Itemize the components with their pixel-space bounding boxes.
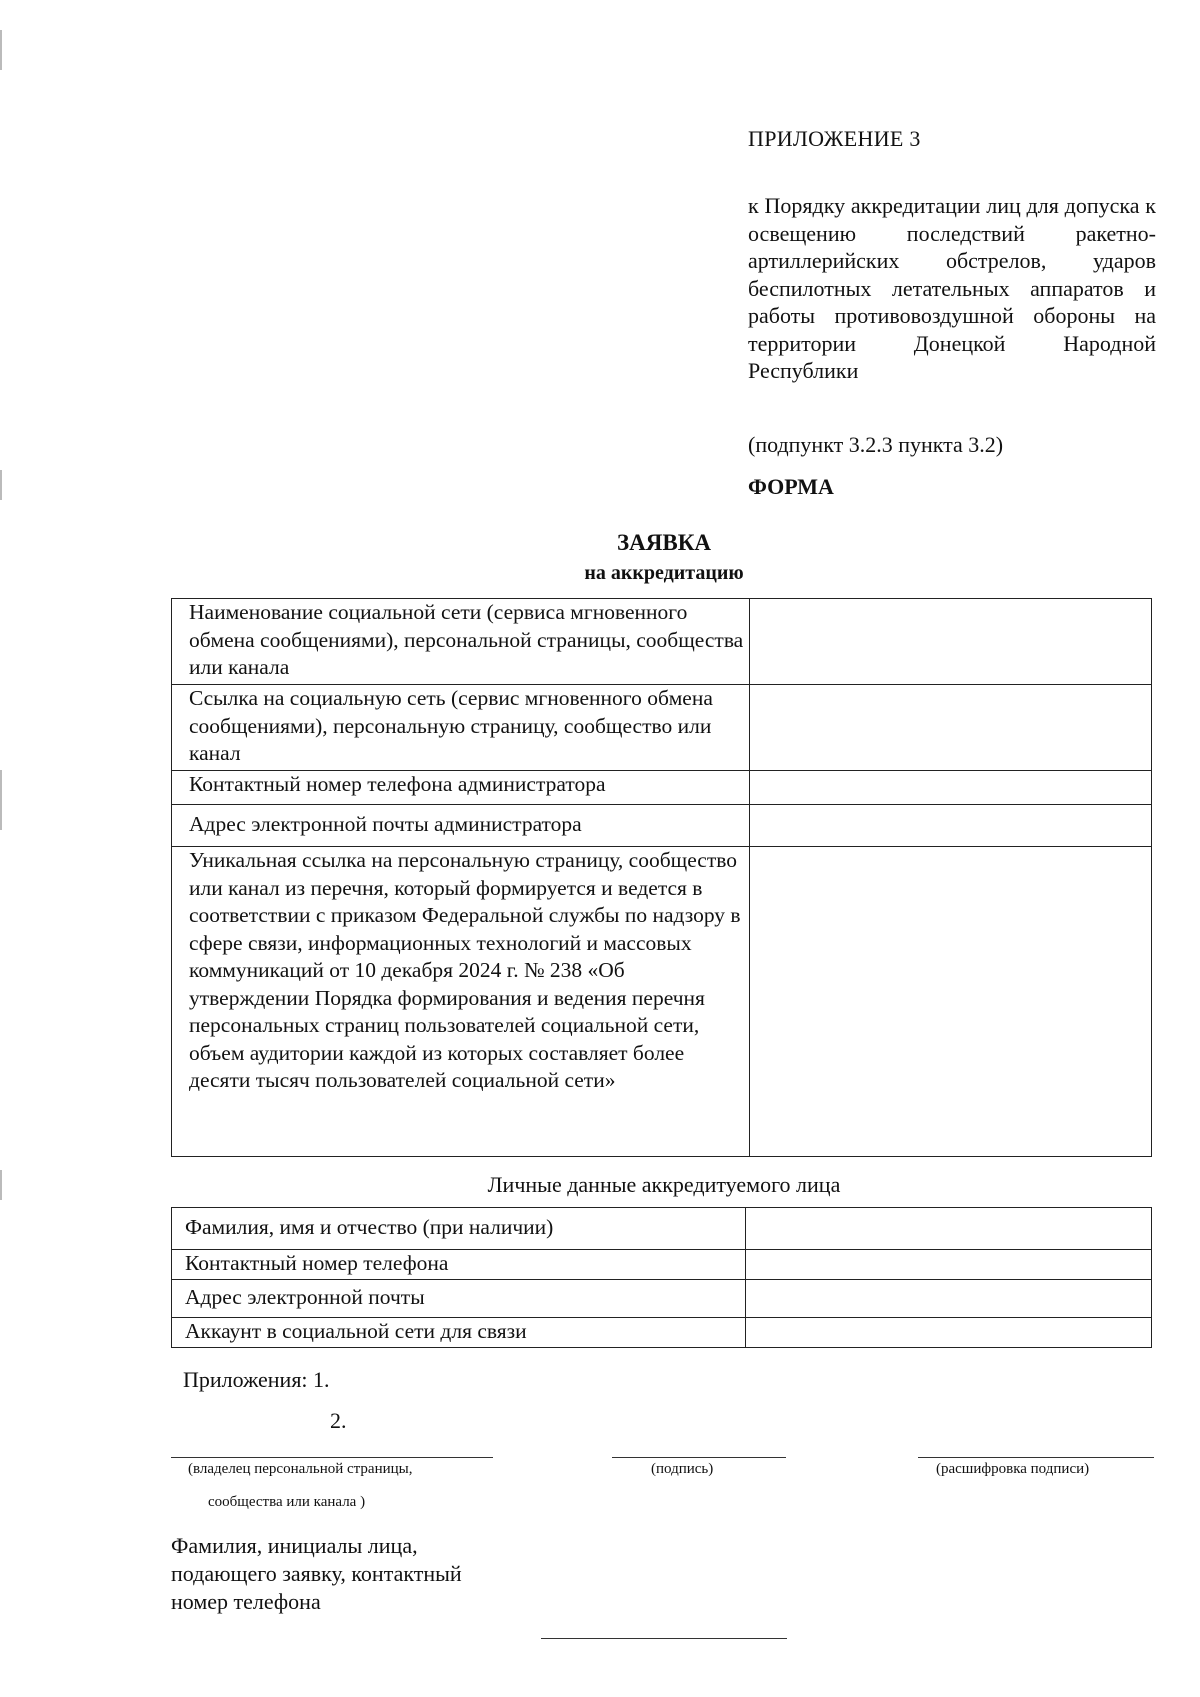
- signature-caption: (подпись): [651, 1461, 714, 1477]
- table-row: [172, 805, 1152, 847]
- appendix-title: ПРИЛОЖЕНИЕ 3: [748, 126, 921, 151]
- decoding-caption: (расшифровка подписи): [936, 1461, 1090, 1477]
- row-value-field[interactable]: [746, 1250, 1152, 1280]
- owner-caption-continued: сообщества или канала ): [208, 1494, 366, 1510]
- row-label: Контактный номер телефона: [172, 1250, 746, 1280]
- row-value-field[interactable]: [750, 847, 1152, 1157]
- row-label: Адрес электронной почты администратора: [172, 805, 750, 847]
- submitter-line: Фамилия, инициалы лица,: [171, 1533, 418, 1558]
- row-value-field[interactable]: [746, 1318, 1152, 1348]
- personal-data-heading: Личные данные аккредитуемого лица: [487, 1172, 841, 1197]
- form-label: ФОРМА: [748, 474, 834, 499]
- accreditation-table: [171, 598, 1152, 1157]
- document-title: ЗАЯВКА: [617, 530, 711, 555]
- scan-edge-mark: [0, 770, 2, 830]
- scan-edge-mark: [0, 470, 2, 500]
- row-value-field[interactable]: [746, 1280, 1152, 1318]
- scan-edge-mark: [0, 30, 2, 70]
- appendix-reference: к Порядку аккредитации лиц для допуска к освещению последствий ракетно-артиллерийских обстрелов, ударов беспилотных летательных аппаратов и работы противовоздушной обороны на территории Донецкой Народной Республики: [748, 193, 1156, 383]
- appendix-clause: (подпункт 3.2.3 пункта 3.2): [748, 432, 1004, 457]
- table-row: [172, 1318, 1152, 1348]
- row-value-field[interactable]: [750, 599, 1152, 685]
- submitter-block: [171, 1532, 462, 1616]
- row-value-field[interactable]: [750, 771, 1152, 805]
- row-label: Аккаунт в социальной сети для связи: [172, 1318, 746, 1348]
- submitter-line: подающего заявку, контактный: [171, 1561, 462, 1586]
- row-label: Ссылка на социальную сеть (сервис мгновенного обмена сообщениями), персональную страницу, сообщество или канал: [172, 685, 750, 771]
- row-label: Фамилия, имя и отчество (при наличии): [172, 1208, 746, 1250]
- document-subtitle: на аккредитацию: [584, 562, 744, 584]
- personal-data-table: [171, 1207, 1152, 1348]
- row-value-field[interactable]: [750, 685, 1152, 771]
- row-label: Наименование социальной сети (сервиса мгновенного обмена сообщениями), персональной страницы, сообщества или канала: [172, 599, 750, 685]
- row-value-field[interactable]: [746, 1208, 1152, 1250]
- attachment-item-2: 2.: [330, 1408, 347, 1433]
- submitter-line: номер телефона: [171, 1589, 321, 1614]
- attachments-label: Приложения: 1.: [183, 1367, 330, 1392]
- owner-signature-line: [171, 1457, 493, 1458]
- row-label: Уникальная ссылка на персональную страницу, сообщество или канал из перечня, который формируется и ведется в соответствии с приказом Федеральной службы по надзору в сфере связи, информационных технологий и массовых коммуникаций от 10 декабря 2024 г. № 238 «Об утверждении Порядка формирования и ведения перечня персональных страниц пользователей социальной сети, объем аудитории каждой из которых составляет более десяти тысяч пользователей социальной сети»: [172, 847, 750, 1157]
- owner-caption: (владелец персональной страницы,: [188, 1461, 413, 1477]
- table-row: [172, 771, 1152, 805]
- table-row: [172, 685, 1152, 771]
- signature-line: [612, 1457, 786, 1458]
- decoding-line: [918, 1457, 1154, 1458]
- row-value-field[interactable]: [750, 805, 1152, 847]
- table-row: [172, 1280, 1152, 1318]
- table-row: [172, 1250, 1152, 1280]
- row-label: Адрес электронной почты: [172, 1280, 746, 1318]
- table-row: [172, 599, 1152, 685]
- row-label: Контактный номер телефона администратора: [172, 771, 750, 805]
- submitter-signature-line: [541, 1638, 787, 1639]
- table-row: [172, 1208, 1152, 1250]
- table-row: [172, 847, 1152, 1157]
